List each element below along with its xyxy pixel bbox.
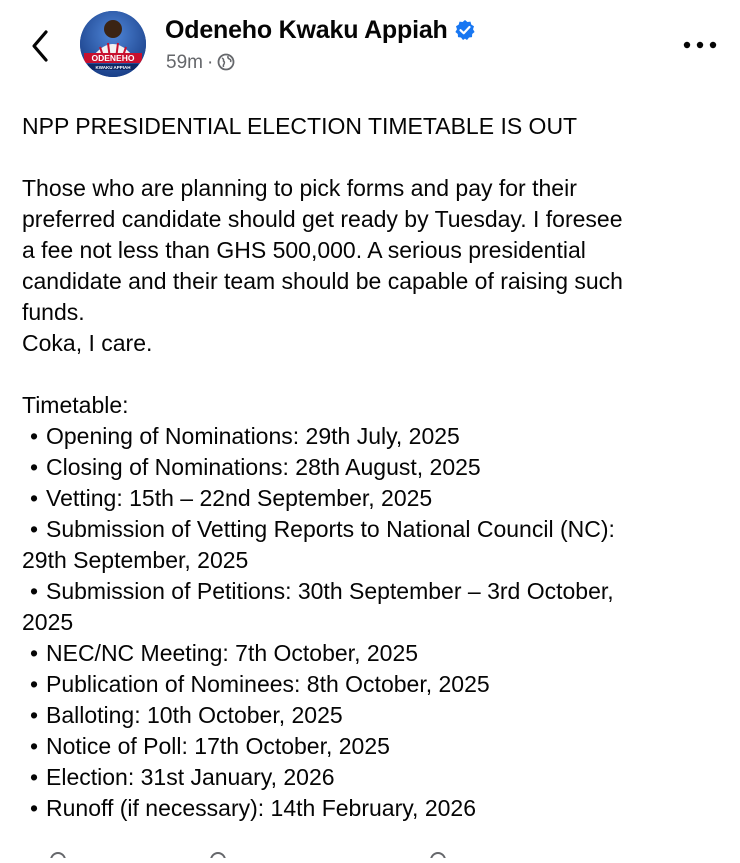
avatar[interactable] [80,11,146,77]
verified-badge-icon [454,19,476,41]
list-item-text: Publication of Nominees: 8th October, 2025 [46,671,490,697]
list-item [22,731,722,762]
bullet: • [29,795,39,821]
list-item [22,452,722,483]
bullet: • [29,764,39,790]
list-item-text-continued: 2025 [22,609,74,635]
more-options-icon[interactable] [680,38,720,52]
paragraph-line: preferred candidate should get ready by Tuesday. I foresee [22,206,623,232]
list-item-text: Notice of Poll: 17th October, 2025 [46,733,390,759]
list-item-text: Closing of Nominations: 28th August, 2025 [46,454,481,480]
bullet: • [29,702,39,728]
list-item-text: Election: 31st January, 2026 [46,764,335,790]
list-item-text: Vetting: 15th – 22nd September, 2025 [46,485,433,511]
bullet: • [29,485,39,511]
list-item-text-continued: 29th September, 2025 [22,547,249,573]
list-item-text: NEC/NC Meeting: 7th October, 2025 [46,640,419,666]
list-item [22,576,722,638]
avatar-line1: ODENEHO [91,53,135,63]
bullet: • [29,640,39,666]
list-item-text: Submission of Vetting Reports to National Council (NC): [46,516,615,542]
list-item-text: Balloting: 10th October, 2025 [46,702,343,728]
bullet: • [29,733,39,759]
post-header [0,0,740,90]
list-item-text: Opening of Nominations: 29th July, 2025 [46,423,460,449]
list-item [22,514,722,576]
timestamp[interactable]: 59m [166,52,203,73]
list-item-text: Runoff (if necessary): 14th February, 2026 [46,795,476,821]
author-name[interactable] [165,16,476,45]
bullet: • [29,423,39,449]
list-item-text: Submission of Petitions: 30th September – 3rd October, [46,578,614,604]
post-body [22,111,722,824]
timetable-list [22,421,722,824]
author-name-text[interactable]: Odeneho Kwaku Appiah [165,16,448,44]
list-item [22,638,722,669]
avatar-line2: KWAKU APPIAH [95,65,131,70]
paragraph-line: a fee not less than GHS 500,000. A serious presidential [22,237,586,263]
reaction-bar-edge [0,845,740,854]
bullet: • [29,671,39,697]
post-signoff: Coka, I care. [22,330,153,356]
globe-icon[interactable] [217,53,235,71]
post-paragraph [22,173,722,328]
list-item [22,762,722,793]
post-headline: NPP PRESIDENTIAL ELECTION TIMETABLE IS OUT [22,113,578,139]
list-item [22,669,722,700]
back-chevron-icon[interactable] [26,26,56,66]
meta-separator: · [206,52,214,73]
paragraph-line: candidate and their team should be capable of raising such [22,268,623,294]
bullet: • [29,578,39,604]
list-item [22,793,722,824]
list-item [22,421,722,452]
post-meta [166,52,235,74]
bullet: • [29,454,39,480]
list-item [22,483,722,514]
timetable-label: Timetable: [22,392,129,418]
list-item [22,700,722,731]
bullet: • [29,516,39,542]
paragraph-line: Those who are planning to pick forms and pay for their [22,175,577,201]
paragraph-line: funds. [22,299,85,325]
